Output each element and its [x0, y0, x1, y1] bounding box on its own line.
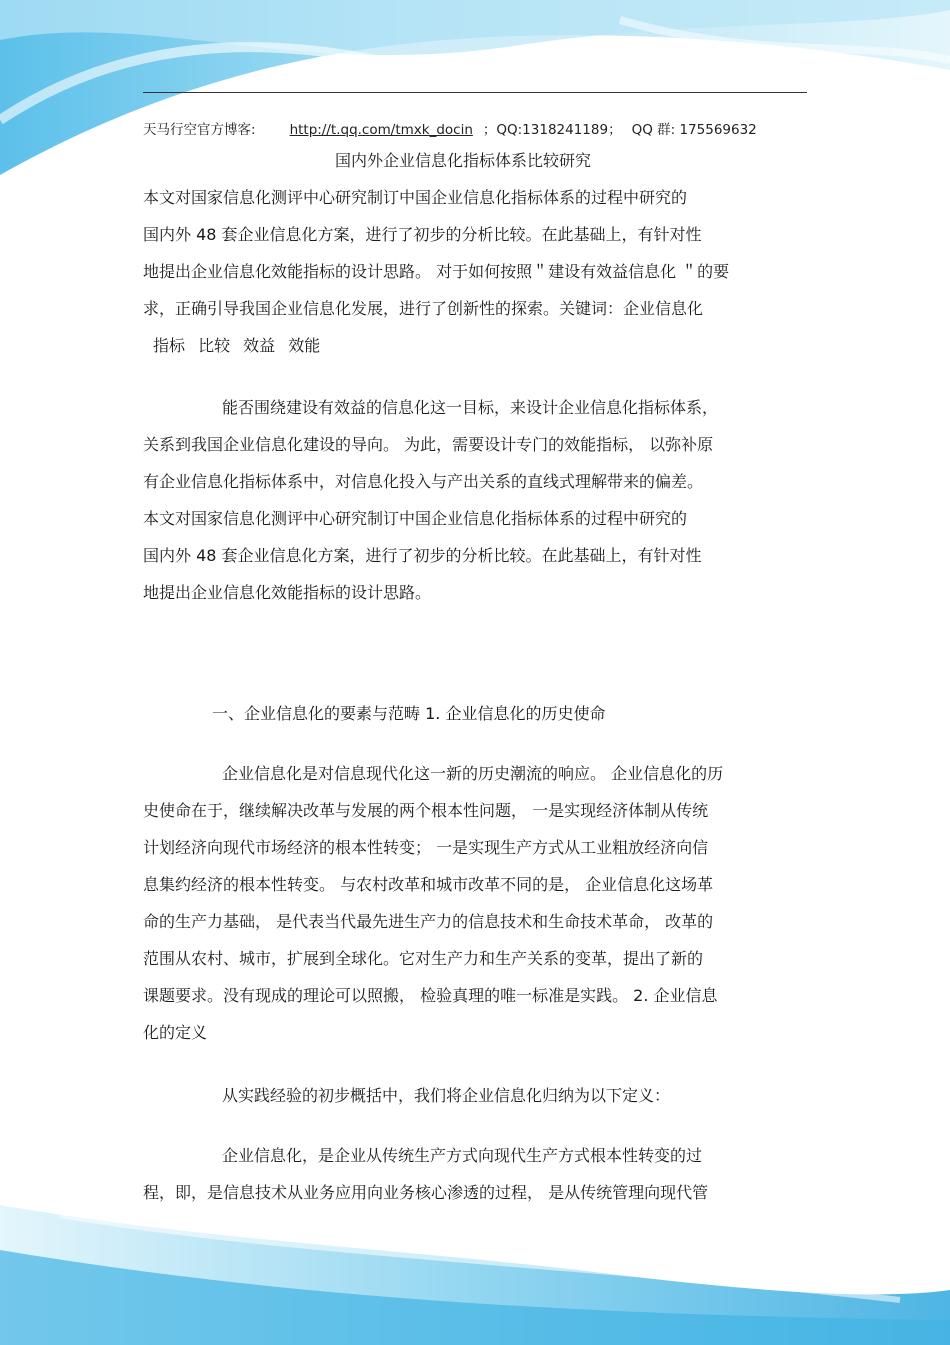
body-line: 史使命在于，继续解决改革与发展的两个根本性问题， 一是实现经济体制从传统 — [143, 801, 709, 820]
body-line: 从实践经验的初步概括中，我们将企业信息化归纳为以下定义： — [222, 1086, 671, 1105]
header-line — [143, 120, 843, 140]
keywords-line: 指标 比较 效益 效能 — [153, 336, 321, 355]
body-line: 程，即，是信息技术从业务应用向业务核心渗透的过程， 是从传统管理向现代管 — [143, 1183, 709, 1202]
intro-line: 关系到我国企业信息化建设的导向。 为此，需要设计专门的效能指标， 以弥补原 — [143, 435, 714, 454]
body-line: 化的定义 — [143, 1023, 208, 1042]
abstract-line: 地提出企业信息化效能指标的设计思路。 对于如何按照＂建设有效益信息化 ＂的要 — [143, 262, 730, 281]
body-line: 范围从农村、城市，扩展到全球化。它对生产力和生产关系的变革，提出了新的 — [143, 949, 704, 968]
document-title: 国内外企业信息化指标体系比较研究 — [334, 151, 591, 170]
intro-line: 有企业信息化指标体系中，对信息化投入与产出关系的直线式理解带来的偏差。 — [143, 472, 704, 491]
qq-number: ；QQ:1318241189； — [482, 122, 622, 138]
intro-line: 国内外 48 套企业信息化方案，进行了初步的分析比较。在此基础上，有针对性 — [143, 546, 702, 565]
body-line: 企业信息化是对信息现代化这一新的历史潮流的响应。 企业信息化的历 — [222, 764, 724, 783]
body-line: 课题要求。没有现成的理论可以照搬， 检验真理的唯一标准是实践。 2. 企业信息 — [143, 986, 718, 1005]
intro-line: 地提出企业信息化效能指标的设计思路。 — [143, 583, 432, 602]
body-line: 命的生产力基础， 是代表当代最先进生产力的信息技术和生命技术革命， 改革的 — [143, 912, 714, 931]
intro-line: 能否围绕建设有效益的信息化这一目标，来设计企业信息化指标体系， — [222, 398, 719, 417]
body-line: 企业信息化，是企业从传统生产方式向现代生产方式根本性转变的过 — [222, 1146, 703, 1165]
blog-link[interactable]: http://t.qq.com/tmxk_docin — [289, 122, 473, 138]
blog-label: 天马行空官方博客: — [143, 122, 256, 138]
abstract-line: 求，正确引导我国企业信息化发展，进行了创新性的探索。关键词：企业信息化 — [143, 299, 704, 318]
abstract-line: 国内外 48 套企业信息化方案，进行了初步的分析比较。在此基础上，有针对性 — [143, 225, 702, 244]
intro-line: 本文对国家信息化测评中心研究制订中国企业信息化指标体系的过程中研究的 — [143, 509, 688, 528]
body-line: 计划经济向现代市场经济的根本性转变； 一是实现生产方式从工业粗放经济向信 — [143, 838, 709, 857]
section-heading: 一、企业信息化的要素与范畴 1. 企业信息化的历史使命 — [212, 704, 606, 723]
header-rule — [143, 92, 807, 93]
body-line: 息集约经济的根本性转变。 与农村改革和城市改革不同的是， 企业信息化这场革 — [143, 875, 714, 894]
abstract-line: 本文对国家信息化测评中心研究制订中国企业信息化指标体系的过程中研究的 — [143, 188, 688, 207]
qq-group: QQ 群: 175569632 — [631, 122, 757, 138]
